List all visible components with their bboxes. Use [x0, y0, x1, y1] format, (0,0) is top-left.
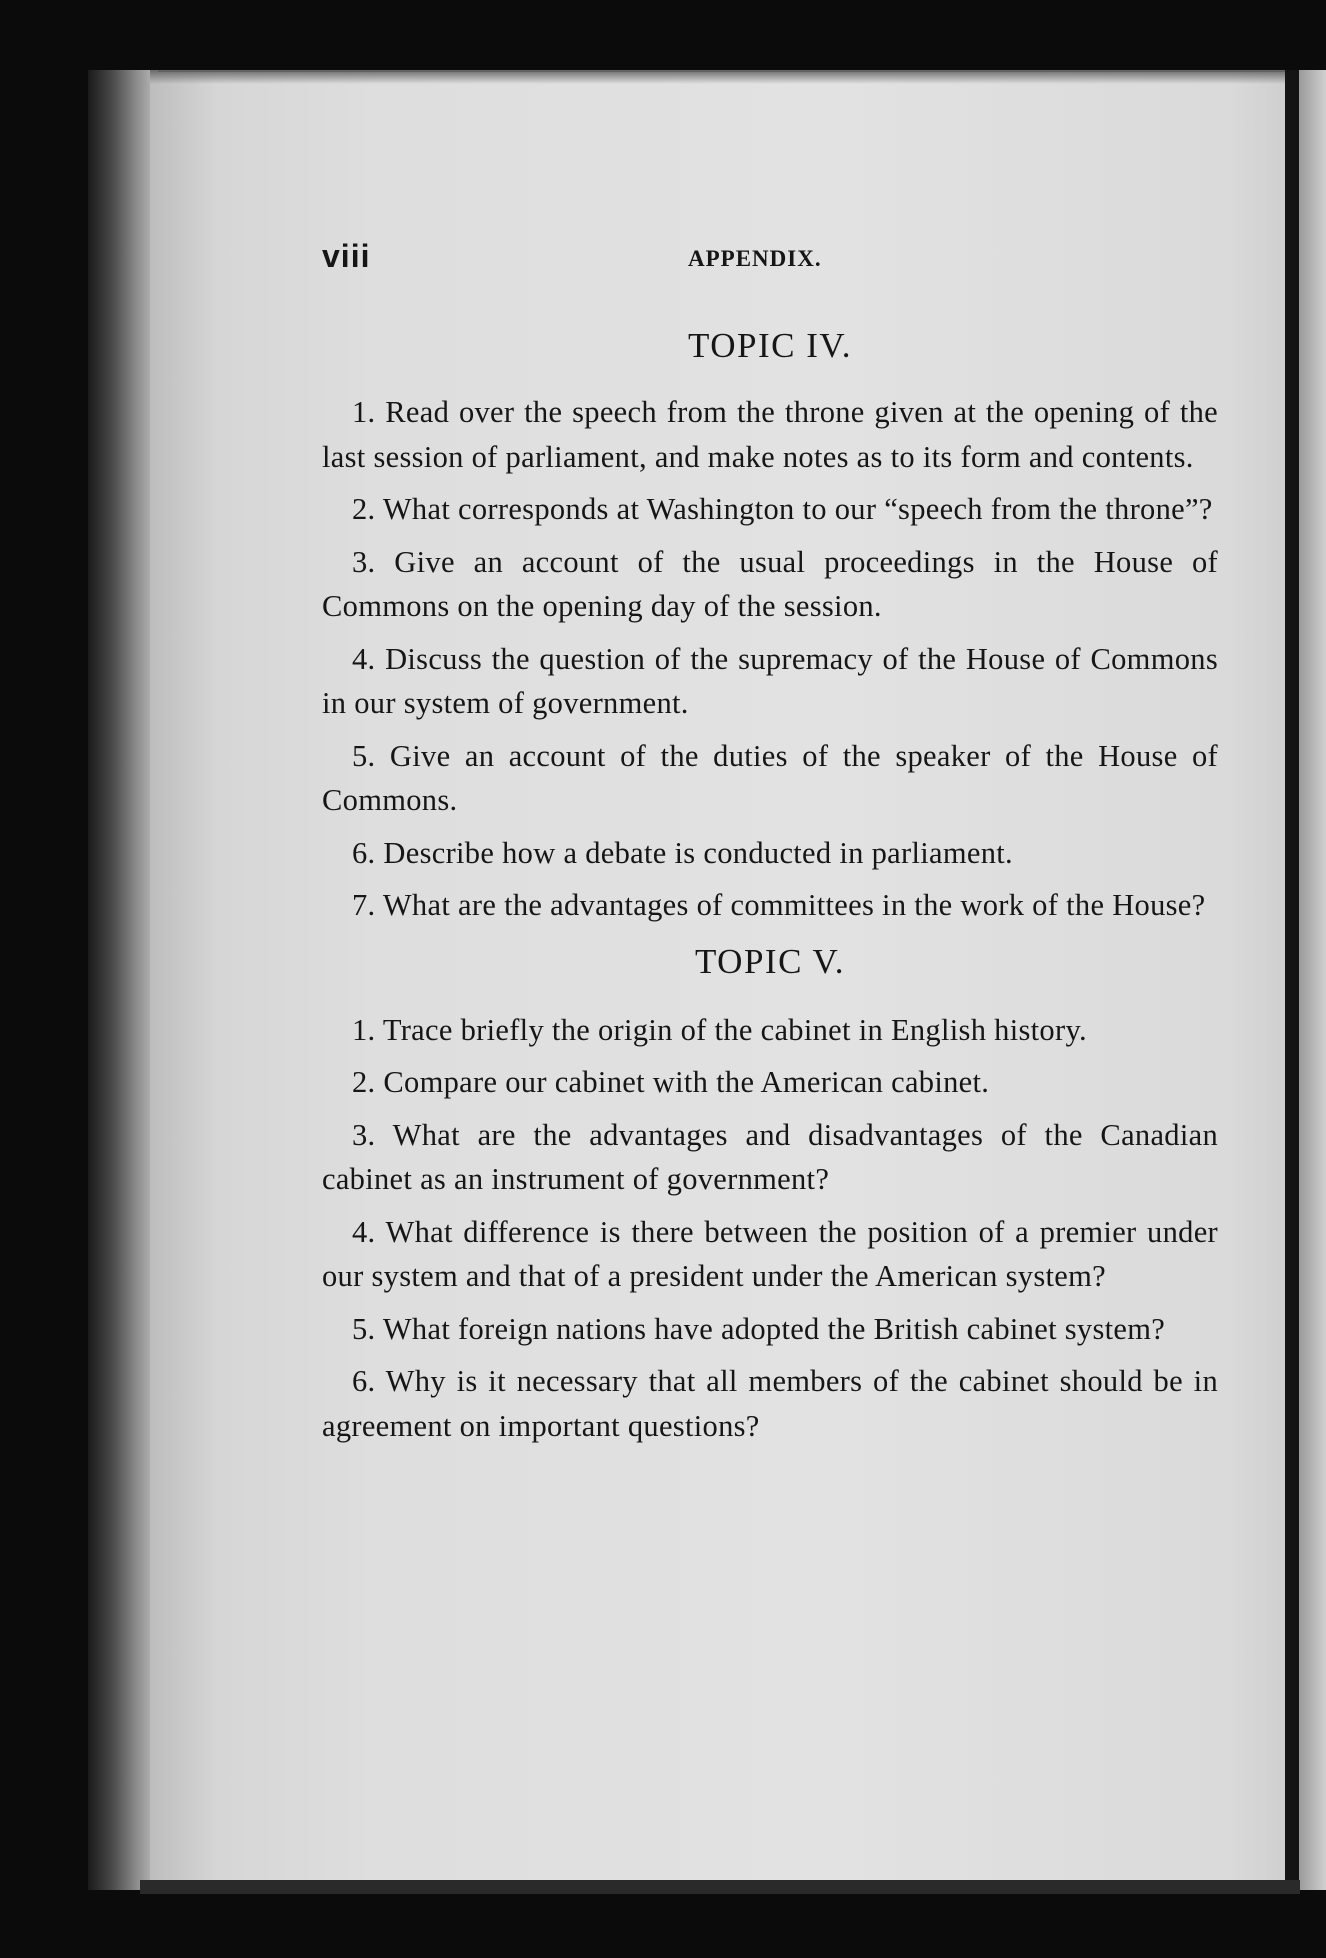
book-spine-edge [88, 70, 158, 1890]
page-number: viii [322, 238, 371, 274]
page-top-shadow [150, 70, 1285, 84]
question-item: 2. What corresponds at Washington to our “speech from the throne”? [352, 492, 1213, 526]
topic-heading: TOPIC IV. [688, 326, 852, 365]
page-gutter [1285, 70, 1299, 1890]
question-item: 3. What are the advantages and disadvantages of the Canadian cabinet as an instrument of government? [322, 1117, 1218, 1196]
question-item: 7. What are the advantages of committees in the work of the House? [352, 888, 1206, 922]
question-item: 4. Discuss the question of the supremacy of the House of Commons in our system of government. [322, 641, 1218, 720]
question-item: 2. Compare our cabinet with the American cabinet. [352, 1065, 990, 1099]
page-text [322, 230, 1218, 1456]
page-header [322, 230, 1218, 300]
question-item: 4. What difference is there between the position of a premier under our system and that of a president under the American system? [322, 1214, 1218, 1293]
facing-page-edge [1299, 70, 1326, 1890]
page-bottom-edge [140, 1880, 1300, 1894]
topic-heading: TOPIC V. [694, 941, 846, 981]
topic-section [322, 940, 1218, 1449]
question-item: 6. Describe how a debate is conducted in parliament. [352, 835, 1013, 870]
running-head: APPENDIX. [688, 246, 822, 271]
question-item: 1. Trace briefly the origin of the cabinet in English history. [352, 1012, 1087, 1047]
question-item: 5. What foreign nations have adopted the British cabinet system? [352, 1311, 1166, 1346]
question-item: 1. Read over the speech from the throne given at the opening of the last session of parliament, and make notes as to its form and contents. [322, 395, 1218, 474]
question-item: 3. Give an account of the usual proceedings in the House of Commons on the opening day of the session. [322, 544, 1218, 623]
question-item: 5. Give an account of the duties of the speaker of the House of Commons. [322, 738, 1218, 817]
topic-section [322, 324, 1218, 928]
question-item: 6. Why is it necessary that all members of the cabinet should be in agreement on important questions? [322, 1364, 1218, 1443]
